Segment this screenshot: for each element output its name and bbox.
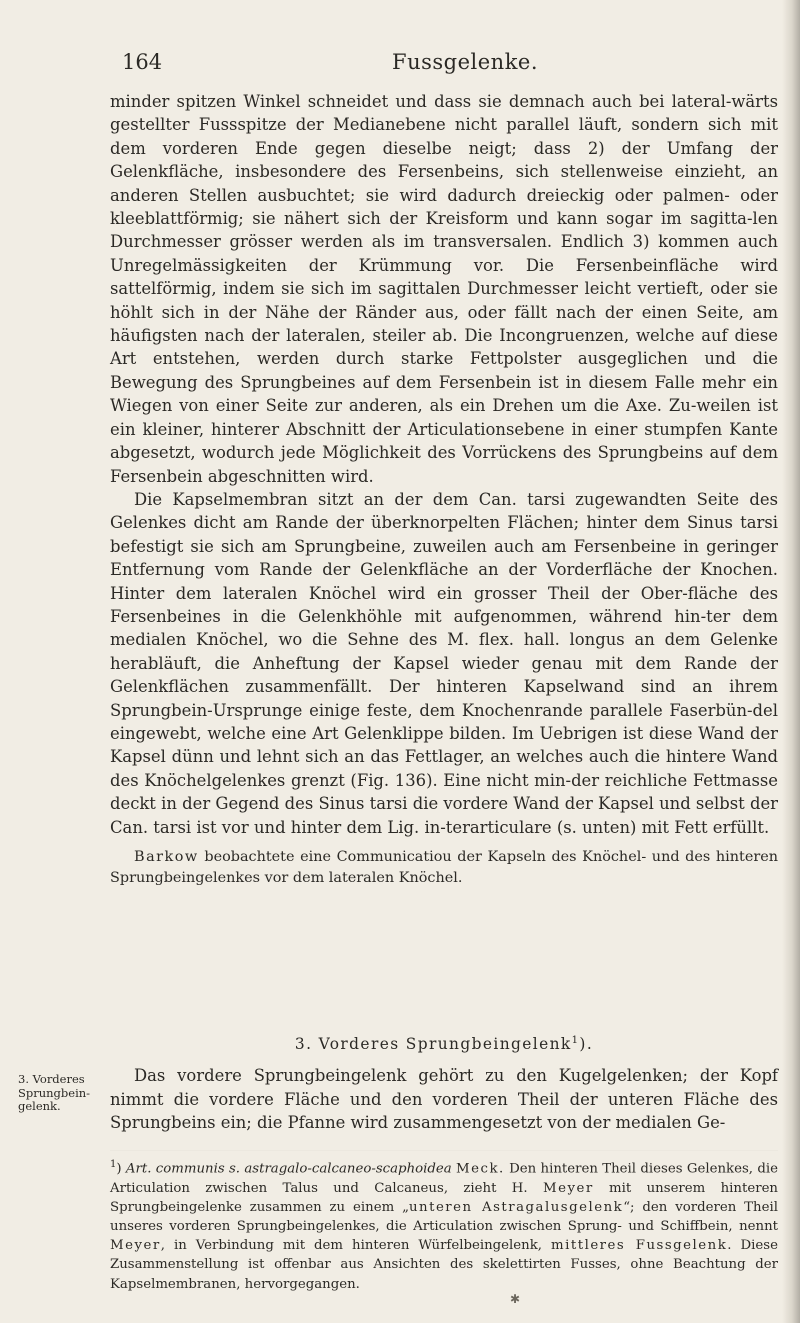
- margin-note-number: 3.: [18, 1072, 29, 1086]
- ink-speck: ✱: [510, 1292, 521, 1306]
- paragraph-2: Die Kapselmembran sitzt an der dem Can. tarsi zugewandten Seite des Gelenkes dicht am Rande der überknorpelten Flächen; hinter dem Sinus tarsi befestigt sie sich am Sprungbeine, zuweilen auch am Fersenbeine in geringer Entfernung vom Rande der Gelenkfläche an der Vorderfläche der Knochen. Hinter dem lateralen Knöchel wird ein grosser Theil der Ober-fläche des Fersenbeines in die Gelenkhöhle mit aufgenommen, während hin-ter dem medialen Knöchel, wo die Sehne des M. flex. hall. longus an dem Gelenke herabläuft, die Anheftung der Kapsel wieder genau mit dem Rande der Gelenkflächen zusammenfällt. Der hinteren Kapselwand sind an ihrem Sprungbein-Ursprunge einige feste, dem Knochenrande parallele Faserbün-del eingewebt, welche eine Art Gelenklippe bilden. Im Uebrigen ist diese Wand der Kapsel dünn und lehnt sich an das Fettlager, an welches auch die hintere Wand des Knöchelgelenkes grenzt (Fig. 136). Eine nicht min-der reichliche Fettmasse deckt in der Gegend des Sinus tarsi die vordere Wand der Kapsel und selbst der Can. tarsi ist vor und hinter dem Lig. in-terarticulare (s. unten) mit Fett erfüllt.: [110, 489, 778, 837]
- small-print-text: beobachtete eine Communicatiou der Kapseln des Knöchel- und des hinteren Sprungbeingelenkes vor dem lateralen Knöchel.: [110, 849, 778, 886]
- footnote-text-3: “; den vorderen Theil unseres vorderen Sprungbeingelenkes, die Articulation zwischen Sprung- und Schiffbein, nennt: [110, 1199, 778, 1235]
- footnote-text-1: Den hinteren Theil dieses Gelenkes, die Articulation zwischen Talus und Calcaneus, zieht H.: [110, 1161, 778, 1196]
- page-number: 164: [122, 50, 163, 74]
- section-body: [110, 1064, 778, 1135]
- page-header: [0, 50, 800, 84]
- main-text: [110, 90, 778, 889]
- footnote-latin-term: Art. communis s. astragalo-calcaneo-scaphoidea: [125, 1161, 452, 1177]
- footnote: $^1$) Art. communis s. astragalo-calcaneo-scaphoidea Meck. Den hinteren Theil dieses Gelenkes, die Articulation zwischen Talus und Calcaneus, zieht H. Meyer mit unserem hinteren Sprungbeingelenke zusammen zu einem „unteren Astragalusgelenk“; den vorderen Theil unseres vorderen Sprungbeingelenkes, die Articulation zwischen Sprung- und Schiffbein, nennt Meyer, in Verbindung mit dem hinteren Würfelbeingelenk, mittleres Fussgelenk. Diese Zusammenstellung ist offenbar aus Ansichten des skelettirten Fusses, ohne Beachtung der Kapselmembranen, hervorgegangen.: [110, 1159, 778, 1292]
- margin-note-line3: gelenk.: [18, 1099, 61, 1113]
- footnote-term-1: unteren Astragalusgelenk: [408, 1199, 624, 1215]
- margin-note-line2: Sprungbein-: [18, 1085, 91, 1100]
- footnote-author: Meck.: [456, 1161, 505, 1177]
- small-print-note: [110, 847, 778, 889]
- section-title: Vorderes Sprungbeingelenk: [318, 1035, 572, 1054]
- footnote-text-5: . Diese Zusammenstellung ist offenbar aus Ansichten des skelettirten Fusses, ohne Beachtung der Kapselmembranen, hervorgegangen.: [110, 1238, 778, 1292]
- section-paragraph: Das vordere Sprungbeingelenk gehört zu den Kugelgelenken; der Kopf nimmt die vordere Fläche und den vorderen Theil der unteren Fläche des Sprungbeins ein; die Pfanne wird zusammengesetzt von der medialen Ge-: [110, 1066, 778, 1133]
- running-title: Fussgelenke.: [392, 50, 539, 74]
- footnote-divider: [110, 1150, 778, 1151]
- footnote-reference: 1: [571, 1035, 580, 1046]
- margin-note-line1: Vorderes: [32, 1072, 85, 1086]
- margin-note: [18, 1073, 98, 1114]
- footnote-term-2: mittleres Fussgelenk: [551, 1238, 728, 1254]
- footnote-text-4: , in Verbindung mit dem hinteren Würfelbeingelenk,: [160, 1238, 552, 1254]
- footnote-author-meyer-2: Meyer: [110, 1238, 161, 1254]
- scan-page-edge: [782, 0, 800, 1323]
- footnote-author-meyer: Meyer: [542, 1180, 594, 1196]
- section-number: 3.: [294, 1035, 313, 1054]
- footnote-text-2: mit unserem hinteren Sprungbeingelenke zusammen zu einem „: [110, 1180, 778, 1215]
- author-name: Barkow: [134, 849, 199, 865]
- paragraph-1: minder spitzen Winkel schneidet und dass sie demnach auch bei lateral-wärts gestellter Fussspitze der Medianebene nicht parallel läuft, sondern sich mit dem vorderen Ende gegen dieselbe neigt; dass 2) der Umfang der Gelenkfläche, insbesondere des Fersenbeins, sich stellenweise einzieht, an anderen Stellen ausbuchtet; sie wird dadurch dreieckig oder palmen- oder kleeblattförmig; sie nähert sich der Kreisform und kann sogar im sagitta-len Durchmesser grösser werden als im transversalen. Endlich 3) kommen auch Unregelmässigkeiten der Krümmung vor. Die Fersenbeinfläche wird sattelförmig, indem sie sich im sagittalen Durchmesser leicht vertieft, oder sie höhlt sich in der Nähe der Ränder aus, oder fällt nach der einen Seite, am häufigsten nach der lateralen, steiler ab. Die Incongruenzen, welche auf diese Art entstehen, werden durch starke Fettpolster ausgeglichen und die Bewegung des Sprungbeines auf dem Fersenbein ist in diesem Falle mehr ein Wiegen von einer Seite zur anderen, als ein Drehen um die Axe. Zu-weilen ist ein kleiner, hinterer Abschnitt der Articulationsebene in einer stumpfen Kante abgesetzt, wodurch jede Möglichkeit des Vorrückens des Sprungbeins auf dem Fersenbein abgeschnitten wird.: [110, 92, 778, 486]
- section-heading: 3. Vorderes Sprungbeingelenk$^1$).: [294, 1035, 594, 1054]
- footnote-mark: 1: [110, 1159, 117, 1170]
